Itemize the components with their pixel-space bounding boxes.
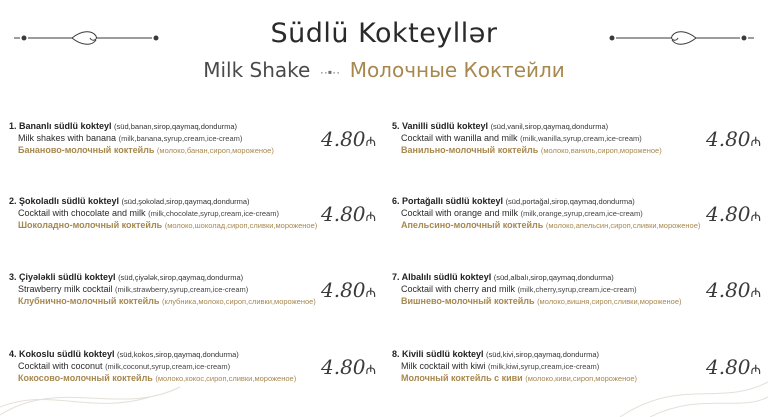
subtitle-ru: Молочные Коктейли	[349, 58, 565, 82]
item-price: 4.80₼	[321, 278, 377, 302]
item-name-en: Cocktail with cherry and milk (milk,cherry,syrup,cream,ice-cream)	[401, 284, 637, 294]
item-name-en: Strawberry milk cocktail (milk,strawberry,syrup,cream,ice-cream)	[18, 284, 249, 294]
background-pattern-icon	[0, 357, 768, 417]
item-name-en: Cocktail with wanilla and milk (milk,wanilla,syrup,cream,ice-cream)	[401, 133, 642, 143]
item-name-ru: Клубнично-молочный коктейль (клубника,молоко,сироп,сливки,мороженое)	[18, 296, 316, 306]
item-name-az: 6. Portağallı südlü kokteyl (süd,portağal,sirop,qaymaq,dondurma)	[392, 196, 635, 206]
item-name-ru: Вишнево-молочный коктейль (молоко,вишня,сироп,сливки,мороженое)	[401, 296, 682, 306]
item-name-az: 5. Vanilli südlü kokteyl (süd,vanil,sirop,qaymaq,dondurma)	[392, 121, 609, 131]
item-name-ru: Шоколадно-молочный коктейль (молоко,шоколад,сироп,сливки,мороженое)	[18, 220, 318, 230]
item-price: 4.80₼	[706, 278, 762, 302]
item-price: 4.80₼	[706, 355, 762, 379]
item-name-az: 8. Kivili südlü kokteyl (süd,kivi,sirop,qaymaq,dondurma)	[392, 349, 600, 359]
item-name-az: 1. Bananlı südlü kokteyl (süd,banan,sirop,qaymaq,dondurma)	[9, 121, 238, 131]
page-title: Südlü Kokteyllər	[270, 18, 498, 49]
item-name-ru: Бананово-молочный коктейль (молоко,банан,сироп,мороженое)	[18, 145, 274, 155]
item-name-en: Cocktail with chocolate and milk (milk,chocolate,syrup,cream,ice-cream)	[18, 208, 279, 218]
item-name-ru: Молочный коктейль с киви (молоко,киви,сироп,мороженое)	[401, 373, 638, 383]
item-price: 4.80₼	[321, 127, 377, 151]
item-name-ru: Ванильно-молочный коктейль (молоко,ваниль,сироп,мороженое)	[401, 145, 662, 155]
item-name-az: 2. Şokoladlı südlü kokteyl (süd,şokolad,sirop,qaymaq,dondurma)	[9, 196, 250, 206]
item-name-en: Cocktail with orange and milk (milk,orange,syrup,cream,ice-cream)	[401, 208, 643, 218]
menu-item-vanilla	[392, 121, 767, 169]
item-price: 4.80₼	[321, 355, 377, 379]
menu-item-orange	[392, 196, 767, 244]
menu-item-cherry	[392, 272, 767, 320]
item-name-en: Milk cocktail with kiwi (milk,kiwi,syrup,cream,ice-cream)	[401, 361, 600, 371]
menu-item-strawberry	[9, 272, 384, 320]
item-name-ru: Кокосово-молочный коктейль (молоко,кокос,сироп,сливки,мороженое)	[18, 373, 297, 383]
item-name-en: Cocktail with coconut (milk,coconut,syrup,cream,ice-cream)	[18, 361, 231, 371]
item-name-az: 3. Çiyələkli südlü kokteyl (süd,çiyələk,sirop,qaymaq,dondurma)	[9, 272, 244, 282]
subtitle-separator: ··▪··	[319, 64, 341, 79]
item-name-az: 7. Albalılı südlü kokteyl (süd,albalı,sirop,qaymaq,dondurma)	[392, 272, 614, 282]
subtitle-en: Milk Shake	[203, 58, 311, 82]
page-subtitle	[0, 58, 768, 83]
item-name-en: Milk shakes with banana (milk,banana,syrup,cream,ice-cream)	[18, 133, 243, 143]
item-price: 4.80₼	[321, 202, 377, 226]
item-price: 4.80₼	[706, 202, 762, 226]
menu-item-banana	[9, 121, 384, 169]
item-price: 4.80₼	[706, 127, 762, 151]
menu-item-chocolate	[9, 196, 384, 244]
item-name-az: 4. Kokoslu südlü kokteyl (süd,kokos,sirop,qaymaq,dondurma)	[9, 349, 239, 359]
item-name-ru: Апельсино-молочный коктейль (молоко,апельсин,сироп,сливки,мороженое)	[401, 220, 701, 230]
